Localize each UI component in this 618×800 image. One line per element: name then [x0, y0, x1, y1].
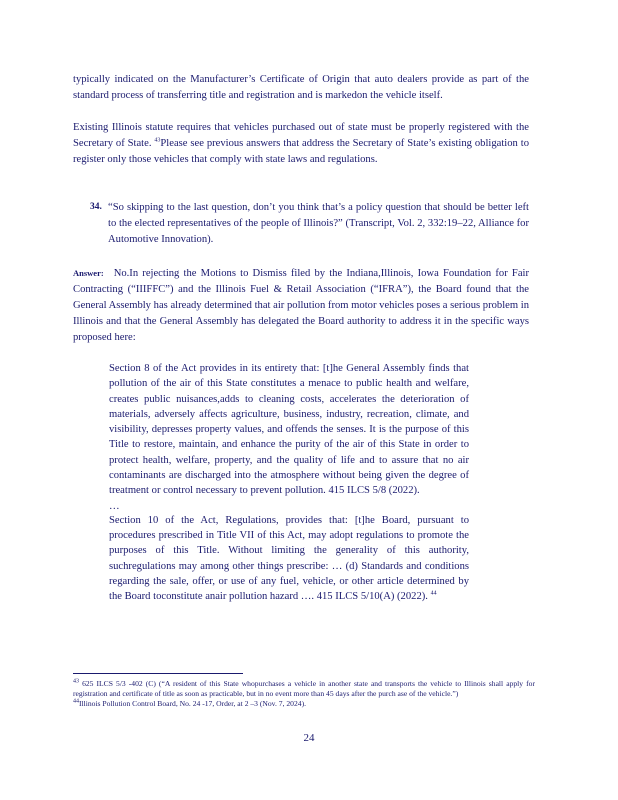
carryover-paragraph: [73, 72, 529, 104]
quote-ellipsis: …: [109, 500, 120, 512]
quote-section-10: [109, 513, 469, 605]
answer-text: No.In rejecting the Motions to Dismiss filed by the Indiana,Illinois, Iowa Foundation for Fair Contracting (“IIIFFC”) and the Illinois Fuel & Retail Association (“IFRA”), the Board found that the General Assembly has already determined that air pollution from motor vehicles poses a serious problem in Illinois and that the General Assembly has delegated the Board authority to address it in the specific ways proposed here:: [73, 268, 529, 343]
footnote-number: 43: [73, 678, 79, 685]
statute-text-before: Existing Illinois statute requires that vehicles purchased out of state must be properly registered with the Secretary of State.: [73, 122, 529, 149]
footnote-text: Illinois Pollution Control Board, No. 24 -17, Order, at 2 –3 (Nov. 7, 2024).: [79, 699, 306, 708]
quote-section-8: Section 8 of the Act provides in its entirety that: [t]he General Assembly finds that pollution of the air of this State constitutes a menace to public health and welfare, creates public nuisances,adds to cleaning costs, accelerates the deterioration of materials, adversely affects agriculture, business, industry, recreation, climate, and visibility, depresses property values, and offends the senses. It is the purpose of this Title to restore, maintain, and enhance the purity of the air of this State in order to protect health, welfare, property, and the quality of life and to assure that no air contaminants are discharged into the atmosphere without being given the degree of treatment or control necessary to prevent pollution. 415 ILCS 5/8 (2022).: [109, 363, 469, 497]
answer-paragraph: [73, 265, 529, 346]
answer-label: Answer:: [73, 268, 104, 278]
footnotes: [73, 679, 535, 709]
footnote-43: [73, 679, 535, 699]
footnote-number: 44: [73, 698, 79, 705]
statute-paragraph: [73, 120, 529, 168]
footnote-text: 625 ILCS 5/3 -402 (C) (“A resident of this State whopurchases a vehicle in another state and transports the vehicle to Illinois shall apply for registration and certificate of title as soon as practicable, but in no event more than 45 days after the purch ase of the vehicle.”): [73, 679, 535, 698]
footnote-ref-44[interactable]: 44: [430, 590, 437, 597]
footnote-divider: [73, 673, 243, 674]
footnote-44: [73, 699, 535, 709]
footnote-ref-43[interactable]: 43: [154, 137, 161, 144]
question-text: “So skipping to the last question, don’t you think that’s a policy question that should be better left to the elected representatives of the people of Illinois?” (Transcript, Vol. 2, 332:19–22, Alliance for Automotive Innovation).: [108, 202, 529, 245]
page-number: 24: [303, 732, 315, 744]
quote-section-10-text: Section 10 of the Act, Regulations, provides that: [t]he Board, pursuant to procedures prescribed in Title VII of this Act, may adopt regulations to promote the purposes of this Title. Without limiting the generality of this authority, suchregulations may among other things prescribe: … (d) Standards and conditions regarding the sale, offer, or use of any fuel, vehicle, or other article determined by the Board toconstitute anair pollution hazard …. 415 ILCS 5/10(A) (2022).: [109, 514, 469, 603]
block-quote: [109, 361, 469, 604]
question-number: 34.: [90, 202, 102, 212]
statute-text-after: Please see previous answers that address the Secretary of State’s existing obligation to register only those vehicles that comply with state laws and regulations.: [73, 138, 529, 165]
carryover-text: typically indicated on the Manufacturer’s Certificate of Origin that auto dealers provide as part of the standard process of transferring title and registration and is markedon the vehicle itself.: [73, 74, 529, 101]
